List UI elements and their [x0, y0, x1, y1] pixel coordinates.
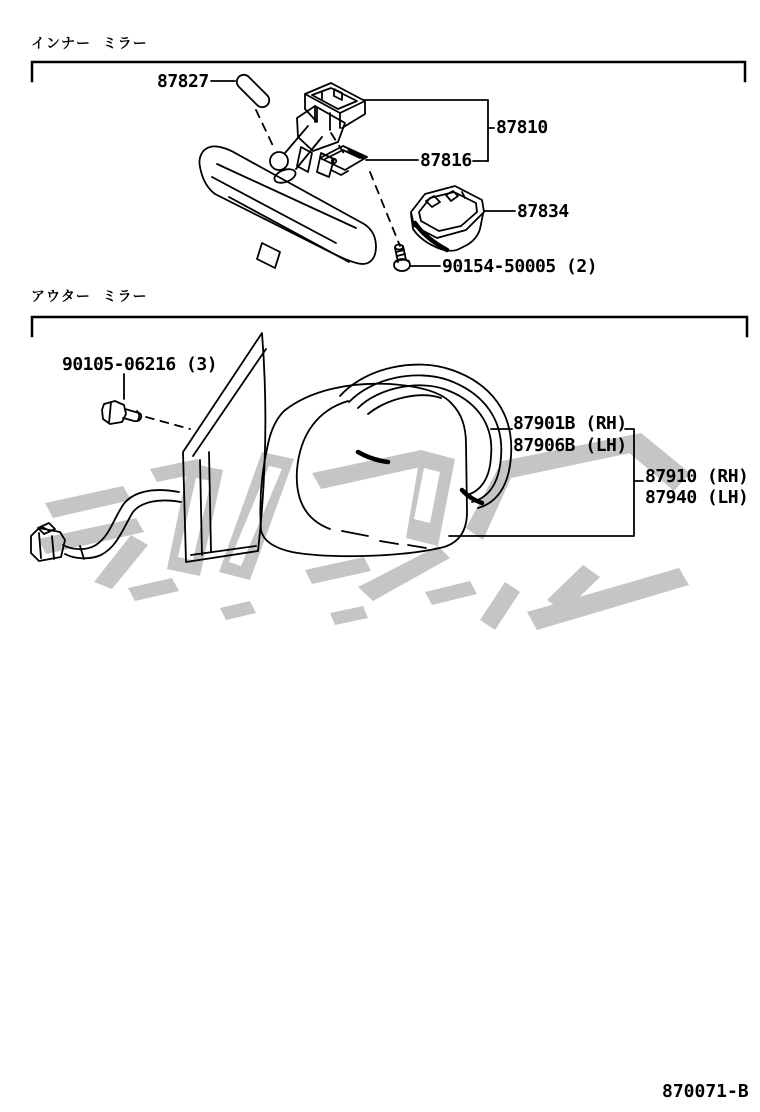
part-label-87810: 87810	[496, 117, 548, 138]
part-label-90105-06216: 90105-06216 (3)	[62, 354, 218, 375]
pin-87827	[234, 72, 272, 110]
part-label-87940-lh: 87940 (LH)	[645, 487, 749, 508]
part-label-87906b-lh: 87906B (LH)	[513, 435, 627, 456]
section-title-outer-mirror: アウター ミラー	[31, 289, 148, 305]
part-label-90154-50005: 90154-50005 (2)	[442, 256, 598, 277]
diagram-code: 870071-B	[662, 1081, 749, 1102]
inner-mirror-illustration	[199, 72, 515, 271]
watermark	[38, 433, 690, 630]
part-label-87910-rh: 87910 (RH)	[645, 466, 749, 487]
part-label-87901b-rh: 87901B (RH)	[513, 413, 627, 434]
part-label-87827: 87827	[157, 71, 209, 92]
part-label-87834: 87834	[517, 201, 569, 222]
section-title-inner-mirror: インナー ミラー	[31, 36, 148, 52]
part-label-87816: 87816	[420, 150, 472, 171]
